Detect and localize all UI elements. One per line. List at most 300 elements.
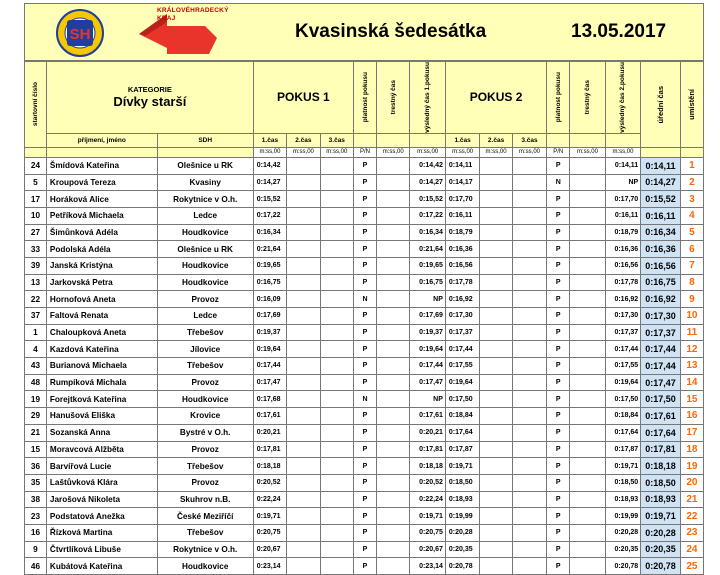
cell-sdh: Bystré v O.h. xyxy=(157,424,253,441)
cell-u1: 0:17,78 xyxy=(445,274,479,291)
table-row xyxy=(25,191,704,208)
cell-r1: 0:17,22 xyxy=(410,207,446,224)
cell-u1: 0:16,92 xyxy=(445,291,479,308)
cell-v2: P xyxy=(547,157,570,174)
cell-t1: 0:16,75 xyxy=(253,274,286,291)
table-row xyxy=(25,524,704,541)
cell-r2: 0:14,11 xyxy=(605,157,641,174)
cell-r1: 0:17,47 xyxy=(410,374,446,391)
cell-r2: 0:18,93 xyxy=(605,491,641,508)
cell-name: Sozanská Anna xyxy=(46,424,157,441)
cell-r1: 0:17,69 xyxy=(410,308,446,325)
cell-v2: N xyxy=(547,174,570,191)
cell-sdh: Rokytnice v O.h. xyxy=(157,191,253,208)
valid1-header: platnost pokusu xyxy=(354,62,377,134)
cell-v2: P xyxy=(547,408,570,425)
cell-r1: 0:20,52 xyxy=(410,474,446,491)
region-name: KRÁLOVÉHRADECKÝ KRAJ xyxy=(157,7,229,22)
cell-no: 17 xyxy=(25,191,47,208)
cell-rank: 10 xyxy=(680,308,703,325)
table-row xyxy=(25,458,704,475)
cell-t1: 0:20,67 xyxy=(253,541,286,558)
cell-r1: 0:14,27 xyxy=(410,174,446,191)
table-row xyxy=(25,291,704,308)
cell-rank: 23 xyxy=(680,524,703,541)
cell-off: 0:20,35 xyxy=(641,541,681,558)
cell-v2: P xyxy=(547,191,570,208)
cell-no: 22 xyxy=(25,291,47,308)
cell-u1: 0:20,78 xyxy=(445,558,479,575)
table-row xyxy=(25,341,704,358)
cell-v1: P xyxy=(354,374,377,391)
cell-v1: P xyxy=(354,541,377,558)
cell-t1: 0:16,34 xyxy=(253,224,286,241)
cell-v1: P xyxy=(354,324,377,341)
cell-u1: 0:17,30 xyxy=(445,308,479,325)
cell-no: 5 xyxy=(25,174,47,191)
cell-name: Petříková Michaela xyxy=(46,207,157,224)
cell-r2: 0:17,70 xyxy=(605,191,641,208)
cell-r1: 0:17,81 xyxy=(410,441,446,458)
cell-no: 15 xyxy=(25,441,47,458)
cell-v2: P xyxy=(547,424,570,441)
cell-t1: 0:18,18 xyxy=(253,458,286,475)
cell-name: Hanušová Eliška xyxy=(46,408,157,425)
cell-no: 27 xyxy=(25,224,47,241)
cell-rank: 25 xyxy=(680,558,703,575)
cell-v1: P xyxy=(354,458,377,475)
cell-off: 0:15,52 xyxy=(641,191,681,208)
cell-u1: 0:16,56 xyxy=(445,257,479,274)
cell-off: 0:19,71 xyxy=(641,508,681,525)
cell-t1: 0:23,14 xyxy=(253,558,286,575)
cell-u1: 0:17,44 xyxy=(445,341,479,358)
attempt2-header: POKUS 2 xyxy=(445,62,546,134)
cell-name: Podolská Adéla xyxy=(46,241,157,258)
cell-off: 0:17,81 xyxy=(641,441,681,458)
cell-u1: 0:18,84 xyxy=(445,408,479,425)
result2-header: výsledný čas 2.pokusu xyxy=(605,62,641,134)
cell-r2: 0:20,78 xyxy=(605,558,641,575)
cell-r2: 0:19,64 xyxy=(605,374,641,391)
cell-off: 0:18,18 xyxy=(641,458,681,475)
table-row xyxy=(25,441,704,458)
cell-no: 13 xyxy=(25,274,47,291)
table-row xyxy=(25,474,704,491)
cell-t1: 0:20,75 xyxy=(253,524,286,541)
cell-v1: P xyxy=(354,408,377,425)
cell-t1: 0:19,71 xyxy=(253,508,286,525)
cell-u1: 0:20,35 xyxy=(445,541,479,558)
cell-no: 4 xyxy=(25,341,47,358)
cell-r1: 0:17,61 xyxy=(410,408,446,425)
cell-name: Barvířová Lucie xyxy=(46,458,157,475)
cell-name: Rumpíková Michala xyxy=(46,374,157,391)
cell-r1: 0:19,71 xyxy=(410,508,446,525)
cell-no: 24 xyxy=(25,157,47,174)
cell-t1: 0:14,42 xyxy=(253,157,286,174)
cell-t1: 0:15,52 xyxy=(253,191,286,208)
cell-v2: P xyxy=(547,374,570,391)
cell-sdh: Jílovice xyxy=(157,341,253,358)
cell-r1: 0:19,64 xyxy=(410,341,446,358)
table-row xyxy=(25,274,704,291)
page-header xyxy=(24,3,704,61)
cell-off: 0:17,37 xyxy=(641,324,681,341)
cell-name: Podstatová Anežka xyxy=(46,508,157,525)
cell-rank: 13 xyxy=(680,358,703,375)
cell-name: Horáková Alice xyxy=(46,191,157,208)
cell-r1: 0:20,75 xyxy=(410,524,446,541)
cell-u1: 0:17,87 xyxy=(445,441,479,458)
cell-t1: 0:16,09 xyxy=(253,291,286,308)
category-header: KATEGORIE Dívky starší xyxy=(46,62,253,134)
cell-t1: 0:19,65 xyxy=(253,257,286,274)
cell-name: Kubátová Kateřina xyxy=(46,558,157,575)
cell-r1: 0:20,21 xyxy=(410,424,446,441)
cell-r2: 0:17,50 xyxy=(605,391,641,408)
cell-no: 29 xyxy=(25,408,47,425)
cell-t1: 0:20,52 xyxy=(253,474,286,491)
cell-off: 0:16,75 xyxy=(641,274,681,291)
cell-r2: 0:20,28 xyxy=(605,524,641,541)
result1-header: výsledný čas 1.pokusu xyxy=(410,62,446,134)
cell-rank: 20 xyxy=(680,474,703,491)
table-row xyxy=(25,308,704,325)
cell-v2: P xyxy=(547,207,570,224)
cell-v1: P xyxy=(354,157,377,174)
cell-off: 0:20,28 xyxy=(641,524,681,541)
cell-sdh: Ledce xyxy=(157,207,253,224)
cell-r1: 0:18,18 xyxy=(410,458,446,475)
cell-sdh: Houdkovice xyxy=(157,391,253,408)
t1b-header: 1.čas xyxy=(445,133,479,147)
cell-v2: P xyxy=(547,241,570,258)
cell-r2: 0:16,36 xyxy=(605,241,641,258)
cell-u1: 0:17,55 xyxy=(445,358,479,375)
cell-sdh: Kvasiny xyxy=(157,174,253,191)
table-row xyxy=(25,157,704,174)
cell-rank: 18 xyxy=(680,441,703,458)
cell-rank: 2 xyxy=(680,174,703,191)
cell-off: 0:17,44 xyxy=(641,358,681,375)
cell-t1: 0:17,47 xyxy=(253,374,286,391)
event-date: 13.05.2017 xyxy=(571,21,667,42)
cell-name: Janská Kristýna xyxy=(46,257,157,274)
cell-sdh: Provoz xyxy=(157,291,253,308)
valid2-header: platnost pokusu xyxy=(547,62,570,134)
rank-header: umístění xyxy=(680,62,703,148)
cell-sdh: České Meziříčí xyxy=(157,508,253,525)
cell-v1: P xyxy=(354,524,377,541)
cell-t1: 0:17,69 xyxy=(253,308,286,325)
cell-v2: P xyxy=(547,341,570,358)
cell-v1: N xyxy=(354,391,377,408)
cell-off: 0:14,11 xyxy=(641,157,681,174)
cell-v1: P xyxy=(354,191,377,208)
cell-rank: 12 xyxy=(680,341,703,358)
penalty1-header: trestný čas xyxy=(376,62,409,134)
cell-v1: P xyxy=(354,358,377,375)
cell-no: 48 xyxy=(25,374,47,391)
table-row xyxy=(25,558,704,575)
t3b-header: 3.čas xyxy=(512,133,546,147)
cell-v2: P xyxy=(547,358,570,375)
sdh-header: SDH xyxy=(157,133,253,147)
table-row xyxy=(25,541,704,558)
cell-no: 46 xyxy=(25,558,47,575)
cell-no: 1 xyxy=(25,324,47,341)
cell-name: Burianová Michaela xyxy=(46,358,157,375)
cell-name: Čtvrtlíková Libuše xyxy=(46,541,157,558)
cell-rank: 17 xyxy=(680,424,703,441)
cell-off: 0:16,92 xyxy=(641,291,681,308)
cell-v1: P xyxy=(354,558,377,575)
cell-v2: P xyxy=(547,391,570,408)
cell-v1: P xyxy=(354,508,377,525)
cell-sdh: Provoz xyxy=(157,474,253,491)
cell-t1: 0:22,24 xyxy=(253,491,286,508)
cell-u1: 0:18,93 xyxy=(445,491,479,508)
cell-u1: 0:17,64 xyxy=(445,424,479,441)
cell-sdh: Skuhrov n.B. xyxy=(157,491,253,508)
cell-r1: 0:16,34 xyxy=(410,224,446,241)
cell-name: Laštůvková Klára xyxy=(46,474,157,491)
cell-v2: P xyxy=(547,257,570,274)
table-row xyxy=(25,257,704,274)
cell-off: 0:18,93 xyxy=(641,491,681,508)
cell-u1: 0:17,37 xyxy=(445,324,479,341)
svg-text:SH: SH xyxy=(69,26,91,43)
cell-r2: 0:18,84 xyxy=(605,408,641,425)
cell-r1: 0:16,75 xyxy=(410,274,446,291)
cell-t1: 0:17,44 xyxy=(253,358,286,375)
cell-u1: 0:20,28 xyxy=(445,524,479,541)
table-row xyxy=(25,358,704,375)
cell-sdh: Krovice xyxy=(157,408,253,425)
cell-rank: 1 xyxy=(680,157,703,174)
cell-sdh: Ledce xyxy=(157,308,253,325)
cell-rank: 7 xyxy=(680,257,703,274)
cell-u1: 0:18,79 xyxy=(445,224,479,241)
cell-r2: 0:16,56 xyxy=(605,257,641,274)
cell-v2: P xyxy=(547,224,570,241)
cell-sdh: Provoz xyxy=(157,441,253,458)
t1-header: 1.čas xyxy=(253,133,286,147)
cell-off: 0:16,11 xyxy=(641,207,681,224)
table-row xyxy=(25,424,704,441)
cell-sdh: Olešnice u RK xyxy=(157,241,253,258)
cell-u1: 0:19,71 xyxy=(445,458,479,475)
cell-off: 0:16,36 xyxy=(641,241,681,258)
cell-u1: 0:14,17 xyxy=(445,174,479,191)
cell-r1: 0:14,42 xyxy=(410,157,446,174)
cell-sdh: Třebešov xyxy=(157,524,253,541)
cell-name: Forejtková Kateřina xyxy=(46,391,157,408)
cell-sdh: Houdkovice xyxy=(157,257,253,274)
cell-off: 0:17,50 xyxy=(641,391,681,408)
cell-no: 39 xyxy=(25,257,47,274)
cell-off: 0:16,34 xyxy=(641,224,681,241)
cell-off: 0:16,56 xyxy=(641,257,681,274)
cell-name: Řízková Martina xyxy=(46,524,157,541)
cell-no: 9 xyxy=(25,541,47,558)
table-row xyxy=(25,324,704,341)
cell-sdh: Třebešov xyxy=(157,358,253,375)
cell-t1: 0:14,27 xyxy=(253,174,286,191)
table-row xyxy=(25,241,704,258)
cell-sdh: Houdkovice xyxy=(157,224,253,241)
cell-rank: 24 xyxy=(680,541,703,558)
cell-name: Šmídová Kateřina xyxy=(46,157,157,174)
cell-no: 33 xyxy=(25,241,47,258)
cell-off: 0:18,50 xyxy=(641,474,681,491)
cell-sdh: Třebešov xyxy=(157,458,253,475)
cell-rank: 9 xyxy=(680,291,703,308)
cell-no: 38 xyxy=(25,491,47,508)
cell-off: 0:17,44 xyxy=(641,341,681,358)
cell-v2: P xyxy=(547,541,570,558)
name-header: příjmení, jméno xyxy=(46,133,157,147)
start-number-header: startovní číslo xyxy=(25,62,47,148)
cell-r2: 0:17,64 xyxy=(605,424,641,441)
cell-u1: 0:17,70 xyxy=(445,191,479,208)
table-row xyxy=(25,224,704,241)
cell-v2: P xyxy=(547,558,570,575)
cell-off: 0:17,30 xyxy=(641,308,681,325)
format-row: m:ss,00 m:ss,00 m:ss,00 P/N m:ss,00 m:ss,00 m:ss,00 m:ss,00 m:ss,00 P/N m:ss,00 m:ss,00 xyxy=(25,147,704,157)
cell-r1: 0:19,37 xyxy=(410,324,446,341)
cell-rank: 8 xyxy=(680,274,703,291)
results-table xyxy=(24,61,704,575)
cell-rank: 21 xyxy=(680,491,703,508)
cell-v2: P xyxy=(547,458,570,475)
cell-r2: 0:17,55 xyxy=(605,358,641,375)
cell-t1: 0:17,22 xyxy=(253,207,286,224)
table-row xyxy=(25,491,704,508)
cell-v1: P xyxy=(354,424,377,441)
cell-rank: 22 xyxy=(680,508,703,525)
cell-t1: 0:17,68 xyxy=(253,391,286,408)
cell-r2: 0:18,79 xyxy=(605,224,641,241)
cell-no: 35 xyxy=(25,474,47,491)
cell-t1: 0:17,81 xyxy=(253,441,286,458)
cell-r1: 0:19,65 xyxy=(410,257,446,274)
cell-v1: P xyxy=(354,241,377,258)
cell-off: 0:17,64 xyxy=(641,424,681,441)
cell-r1: 0:23,14 xyxy=(410,558,446,575)
cell-u1: 0:19,64 xyxy=(445,374,479,391)
cell-sdh: Houdkovice xyxy=(157,558,253,575)
cell-v1: P xyxy=(354,207,377,224)
cell-r2: 0:19,99 xyxy=(605,508,641,525)
cell-v2: P xyxy=(547,441,570,458)
cell-v1: P xyxy=(354,474,377,491)
cell-u1: 0:16,36 xyxy=(445,241,479,258)
cell-r1: 0:22,24 xyxy=(410,491,446,508)
cell-rank: 19 xyxy=(680,458,703,475)
cell-t1: 0:19,64 xyxy=(253,341,286,358)
attempt1-header: POKUS 1 xyxy=(253,62,353,134)
cell-v1: N xyxy=(354,291,377,308)
cell-t1: 0:21,64 xyxy=(253,241,286,258)
cell-sdh: Olešnice u RK xyxy=(157,157,253,174)
cell-off: 0:17,47 xyxy=(641,374,681,391)
cell-off: 0:20,78 xyxy=(641,558,681,575)
table-row xyxy=(25,174,704,191)
cell-r1: NP xyxy=(410,391,446,408)
cell-no: 10 xyxy=(25,207,47,224)
cell-name: Faltová Renata xyxy=(46,308,157,325)
cell-u1: 0:17,50 xyxy=(445,391,479,408)
cell-t1: 0:20,21 xyxy=(253,424,286,441)
cell-v1: P xyxy=(354,174,377,191)
table-row xyxy=(25,207,704,224)
cell-name: Hornofová Aneta xyxy=(46,291,157,308)
cell-v1: P xyxy=(354,274,377,291)
cell-rank: 16 xyxy=(680,408,703,425)
cell-v1: P xyxy=(354,257,377,274)
penalty2-header: trestný čas xyxy=(570,62,606,134)
cell-no: 21 xyxy=(25,424,47,441)
cell-sdh: Rokytnice v O.h. xyxy=(157,541,253,558)
cell-v2: P xyxy=(547,308,570,325)
cell-v2: P xyxy=(547,274,570,291)
t2b-header: 2.čas xyxy=(480,133,512,147)
cell-name: Kazdová Kateřina xyxy=(46,341,157,358)
cell-sdh: Třebešov xyxy=(157,324,253,341)
cell-no: 23 xyxy=(25,508,47,525)
page-title: Kvasinská šedesátka xyxy=(295,21,487,42)
cell-sdh: Provoz xyxy=(157,374,253,391)
cell-r2: 0:20,35 xyxy=(605,541,641,558)
table-row xyxy=(25,408,704,425)
cell-rank: 14 xyxy=(680,374,703,391)
table-row xyxy=(25,374,704,391)
official-time-header: úřední čas xyxy=(641,62,681,148)
cell-r1: 0:20,67 xyxy=(410,541,446,558)
cell-no: 37 xyxy=(25,308,47,325)
fire-association-logo xyxy=(55,7,105,59)
cell-v1: P xyxy=(354,491,377,508)
cell-r2: 0:18,50 xyxy=(605,474,641,491)
cell-rank: 3 xyxy=(680,191,703,208)
table-row xyxy=(25,391,704,408)
cell-t1: 0:17,61 xyxy=(253,408,286,425)
cell-no: 36 xyxy=(25,458,47,475)
cell-r1: 0:17,44 xyxy=(410,358,446,375)
cell-v1: P xyxy=(354,441,377,458)
cell-r2: 0:19,71 xyxy=(605,458,641,475)
cell-v2: P xyxy=(547,291,570,308)
cell-v1: P xyxy=(354,224,377,241)
cell-v2: P xyxy=(547,524,570,541)
cell-rank: 4 xyxy=(680,207,703,224)
cell-r2: 0:17,78 xyxy=(605,274,641,291)
cell-v2: P xyxy=(547,474,570,491)
t3-header: 3.čas xyxy=(320,133,353,147)
cell-r2: 0:17,87 xyxy=(605,441,641,458)
t2-header: 2.čas xyxy=(287,133,320,147)
cell-rank: 6 xyxy=(680,241,703,258)
cell-u1: 0:16,11 xyxy=(445,207,479,224)
cell-r1: NP xyxy=(410,291,446,308)
cell-name: Moravcová Alžběta xyxy=(46,441,157,458)
cell-name: Šimůnková Adéla xyxy=(46,224,157,241)
cell-off: 0:17,61 xyxy=(641,408,681,425)
cell-v2: P xyxy=(547,491,570,508)
cell-r2: 0:17,30 xyxy=(605,308,641,325)
